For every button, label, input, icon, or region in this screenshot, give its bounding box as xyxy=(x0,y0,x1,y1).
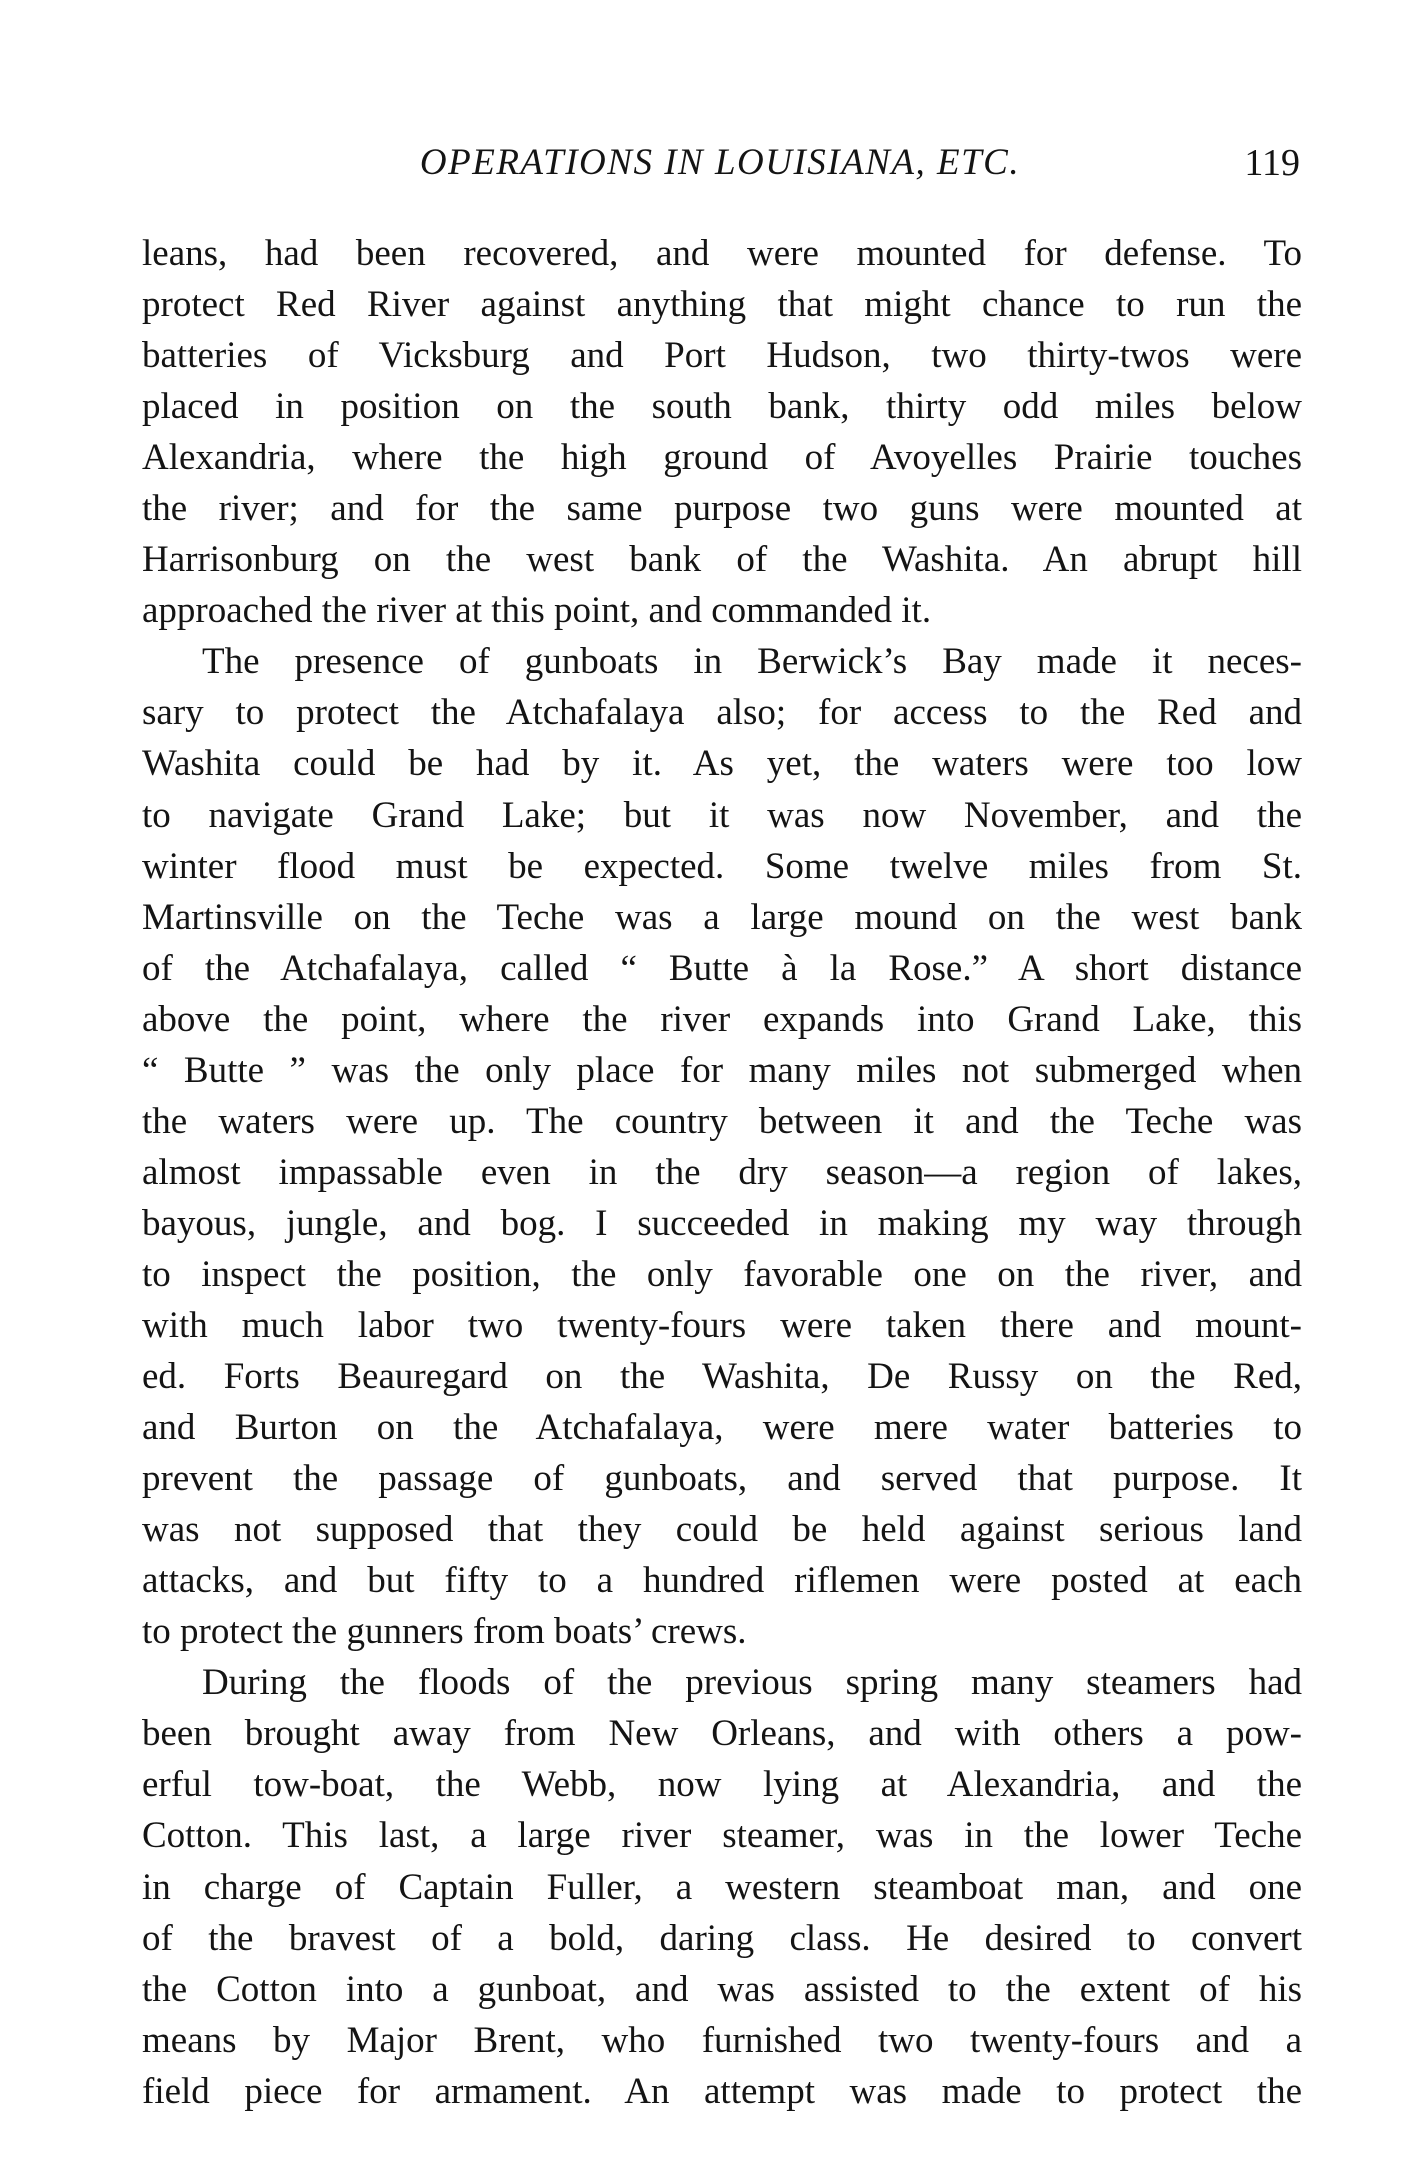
text-line: in charge of Captain Fuller, a western steamboat man, and one xyxy=(142,1866,1302,1908)
text-line: leans, had been recovered, and were mounted for defense. To xyxy=(142,233,1302,274)
text-line: of the bravest of a bold, daring class. He desired to convert xyxy=(142,1917,1302,1959)
text-line: the river; and for the same purpose two guns were mounted at xyxy=(142,488,1302,530)
text-line: the Cotton into a gunboat, and was assisted to the extent of his xyxy=(142,1968,1302,2010)
text-line: means by Major Brent, who furnished two twenty-fours and a xyxy=(142,2019,1302,2061)
text-line: and Burton on the Atchafalaya, were mere water batteries to xyxy=(142,1407,1302,1449)
paragraph-start-line: During the floods of the previous spring many steamers had xyxy=(202,1662,1302,1704)
text-line: placed in position on the south bank, thirty odd miles below xyxy=(142,386,1302,428)
text-line: Martinsville on the Teche was a large mound on the west bank xyxy=(142,896,1302,938)
text-line: “ Butte ” was the only place for many miles not submerged when xyxy=(142,1049,1302,1091)
text-line: to inspect the position, the only favorable one on the river, and xyxy=(142,1253,1302,1295)
text-line: field piece for armament. An attempt was made to protect the xyxy=(142,2070,1302,2112)
page-number: 119 xyxy=(1244,142,1300,184)
running-title: OPERATIONS IN LOUISIANA, ETC. xyxy=(419,142,1021,183)
text-line: attacks, and but fifty to a hundred riflemen were posted at each xyxy=(142,1560,1302,1602)
text-line: protect Red River against anything that might chance to run the xyxy=(142,284,1302,326)
text-line: the waters were up. The country between it and the Teche was xyxy=(142,1100,1302,1142)
paragraph-end-line: to protect the gunners from boats’ crews. xyxy=(142,1611,747,1653)
text-line: bayous, jungle, and bog. I succeeded in making my way through xyxy=(142,1202,1302,1244)
text-line: Harrisonburg on the west bank of the Washita. An abrupt hill xyxy=(142,539,1302,581)
text-line: almost impassable even in the dry season—a region of lakes, xyxy=(142,1151,1302,1193)
paragraph-start-line: The presence of gunboats in Berwick’s Bay made it neces- xyxy=(202,641,1302,683)
text-line: erful tow-boat, the Webb, now lying at Alexandria, and the xyxy=(142,1764,1302,1806)
text-line: prevent the passage of gunboats, and served that purpose. It xyxy=(142,1458,1302,1500)
text-line: sary to protect the Atchafalaya also; for access to the Red and xyxy=(142,692,1302,734)
text-line: Cotton. This last, a large river steamer, was in the lower Teche xyxy=(142,1815,1302,1857)
body-text xyxy=(142,228,1302,2117)
running-head xyxy=(140,138,1300,188)
text-line: to navigate Grand Lake; but it was now November, and the xyxy=(142,794,1302,836)
paragraph-end-line: approached the river at this point, and commanded it. xyxy=(142,590,932,632)
text-line: been brought away from New Orleans, and with others a pow- xyxy=(142,1713,1302,1755)
text-line: above the point, where the river expands into Grand Lake, this xyxy=(142,998,1302,1040)
text-line: of the Atchafalaya, called “ Butte à la Rose.” A short distance xyxy=(142,947,1302,989)
text-line: ed. Forts Beauregard on the Washita, De Russy on the Red, xyxy=(142,1356,1302,1398)
text-line: Washita could be had by it. As yet, the waters were too low xyxy=(142,743,1302,785)
text-line: with much labor two twenty-fours were taken there and mount- xyxy=(142,1304,1302,1346)
text-line: winter flood must be expected. Some twelve miles from St. xyxy=(142,845,1302,887)
text-line: Alexandria, where the high ground of Avoyelles Prairie touches xyxy=(142,437,1302,479)
text-line: was not supposed that they could be held against serious land xyxy=(142,1509,1302,1551)
text-line: batteries of Vicksburg and Port Hudson, two thirty-twos were xyxy=(142,335,1302,377)
